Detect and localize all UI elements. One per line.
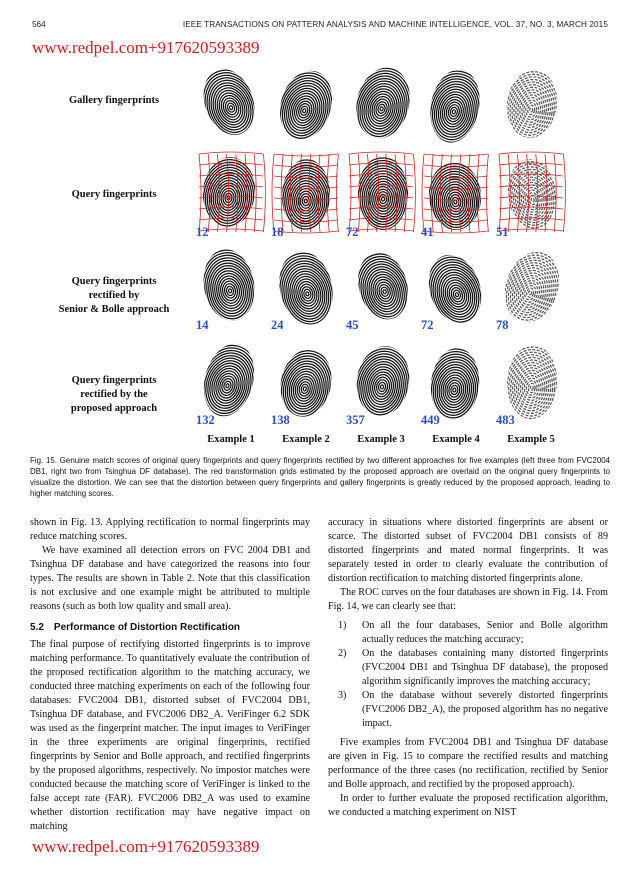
senior-bolle-fingerprint xyxy=(345,243,417,332)
example-label-2: Example 2 xyxy=(282,434,330,445)
row-label-gallery: Gallery fingerprints xyxy=(68,95,160,106)
watermark-top: www.redpel.com+917620593389 xyxy=(32,38,260,57)
score-query-1: 12 xyxy=(196,225,209,239)
senior-bolle-fingerprint xyxy=(495,243,567,332)
page-number: 564 xyxy=(32,20,46,29)
fingerprint-image xyxy=(345,60,417,146)
score-proposed-1: 132 xyxy=(196,413,215,427)
proposed-fingerprint xyxy=(495,338,567,427)
score-proposed-4: 449 xyxy=(421,413,440,427)
fingerprint-image xyxy=(195,338,267,424)
list-item: 3) On the database without severely distorted fingerprints (FVC2006 DB2_A), the proposed algorithm has no negative impact. xyxy=(338,690,608,729)
row-label-senior-bolle: Query fingerprints rectified by Senior & Bolle approach xyxy=(58,276,170,315)
figure-15 xyxy=(30,48,608,453)
fingerprint-image xyxy=(495,338,567,424)
fingerprint-image xyxy=(495,60,567,146)
example-label-3: Example 3 xyxy=(357,434,405,445)
example-label-5: Example 5 xyxy=(507,434,555,445)
gallery-fingerprint xyxy=(270,60,342,146)
gallery-fingerprint xyxy=(345,60,417,146)
proposed-fingerprint xyxy=(195,338,267,427)
score-senior-bolle-5: 78 xyxy=(496,318,509,332)
fingerprint-image xyxy=(270,150,342,236)
fingerprint-image xyxy=(345,150,417,236)
journal-title: IEEE TRANSACTIONS ON PATTERN ANALYSIS AND MACHINE INTELLIGENCE, VOL. 37, NO. 3, MARCH 2015 xyxy=(182,20,608,29)
proposed-fingerprint xyxy=(420,338,492,427)
score-senior-bolle-3: 45 xyxy=(346,318,359,332)
gallery-fingerprint xyxy=(195,60,267,146)
score-proposed-2: 138 xyxy=(271,413,290,427)
watermark-bottom: www.redpel.com+917620593389 xyxy=(32,837,260,856)
section-title: Performance of Distortion Rectification xyxy=(53,622,241,633)
score-query-2: 18 xyxy=(271,225,284,239)
fingerprint-image xyxy=(495,150,567,236)
gallery-fingerprint xyxy=(420,60,492,146)
paragraph: We have examined all detection errors on FVC 2004 DB1 and Tsinghua DF database and have categorized the reasons into four types. The results are shown in Table 2. Note that this classification is not exclusive and one example might be attributed to multiple reasons (such as both low quality and small area). xyxy=(30,545,310,612)
score-query-5: 51 xyxy=(496,225,509,239)
section-heading xyxy=(30,621,310,635)
row-label-query: Query fingerprints xyxy=(71,189,157,200)
query-fingerprint xyxy=(495,150,567,239)
paragraph: Five examples from FVC2004 DB1 and Tsinghua DF database are given in Fig. 15 to compare the rectified results and matching performance of the three cases (no rectification, rectified by Senior and Bolle approach, and rectified by the proposed approach). xyxy=(328,737,608,790)
fingerprint-image xyxy=(420,60,492,146)
figure-caption: Fig. 15. Genuine match scores of original query fingerprints and query fingerprints rectified by two different approaches for five examples (left three from FVC2004 DB1, right two from Tsinghua DF database). The red transformation grids estimated by the proposed approach are overlaid on the original query fingerprints to visualize the distortion. We can see that the distortion between query fingerprints and gallery fingerprints is greatly reduced by the proposed approach, leading to higher matching scores. xyxy=(30,456,610,498)
score-senior-bolle-4: 72 xyxy=(421,318,434,332)
fingerprint-image xyxy=(270,338,342,424)
query-fingerprint xyxy=(420,150,492,239)
paragraph: accuracy in situations where distorted fingerprints are absent or scarce. The distorted subset of FVC2004 DB1 consists of 89 distorted fingerprints and mated normal fingerprints. It was separately tested in order to clearly evaluate the contribution of distortion rectification to matching distorted fingerprints alone. xyxy=(328,517,608,584)
fingerprint-image xyxy=(270,60,342,146)
fingerprint-image xyxy=(195,243,267,329)
fingerprint-image xyxy=(495,243,567,329)
paragraph: The final purpose of rectifying distorted fingerprints is to improve matching performance. To quantitatively evaluate the contribution of the proposed rectification algorithm to the matching accuracy, we conducted three matching experiments on each of the following four databases: FVC2004 DB1, distorted subset of FVC2004 DB1, Tsinghua DF database, and FVC2006 DB2_A. VeriFinger 6.2 SDK was used as the fingerprint matcher. The input images to VeriFinger in the three experiments are original fingerprints, rectified fingerprints by Senior and Bolle approach, and rectified fingerprints by the proposed algorithms, respectively. No impostor matches were conducted because the matching score of VeriFinger is linked to the false accept rate (FAR). FVC2006 DB2_A was used to examine whether distortion rectification may have negative impact on matching xyxy=(30,639,310,832)
query-fingerprint xyxy=(345,150,417,239)
fingerprint-image xyxy=(420,150,492,236)
example-label-1: Example 1 xyxy=(207,434,255,445)
paragraph: The ROC curves on the four databases are shown in Fig. 14. From Fig. 14, we can clearly see that: xyxy=(328,587,608,612)
fingerprint-image xyxy=(270,243,342,329)
senior-bolle-fingerprint xyxy=(270,243,342,332)
query-fingerprint xyxy=(270,150,342,239)
list-item: 1) On all the four databases, Senior and Bolle algorithm actually reduces the matching accuracy; xyxy=(338,620,608,645)
fingerprint-image xyxy=(345,243,417,329)
left-column xyxy=(30,516,310,834)
running-header xyxy=(32,20,608,32)
proposed-fingerprint xyxy=(270,338,342,427)
fingerprint-image xyxy=(345,338,417,424)
section-number: 5.2 xyxy=(30,622,44,633)
findings-list xyxy=(328,619,608,731)
score-senior-bolle-1: 14 xyxy=(196,318,209,332)
fingerprint-image xyxy=(420,338,492,424)
score-query-3: 72 xyxy=(346,225,359,239)
fingerprint-image xyxy=(420,243,492,329)
row-label-proposed: Query fingerprints rectified by the proposed approach xyxy=(70,375,158,414)
list-item: 2) On the databases containing many distorted fingerprints (FVC2004 DB1 and Tsinghua DF database), the proposed algorithm significantly improves the matching accuracy; xyxy=(338,648,608,687)
right-column xyxy=(328,516,608,820)
gallery-fingerprint xyxy=(495,60,567,146)
fingerprint-image xyxy=(195,150,267,236)
fingerprint-image xyxy=(195,60,267,146)
score-proposed-5: 483 xyxy=(496,413,515,427)
senior-bolle-fingerprint xyxy=(420,243,492,332)
query-fingerprint xyxy=(195,150,267,239)
paragraph: In order to further evaluate the proposed rectification algorithm, we conducted a matching experiment on NIST xyxy=(328,793,608,818)
example-label-4: Example 4 xyxy=(432,434,480,445)
senior-bolle-fingerprint xyxy=(195,243,267,332)
score-senior-bolle-2: 24 xyxy=(271,318,284,332)
score-query-4: 41 xyxy=(421,225,434,239)
paragraph: shown in Fig. 13. Applying rectification to normal fingerprints may reduce matching scores. xyxy=(30,517,310,542)
score-proposed-3: 357 xyxy=(346,413,365,427)
proposed-fingerprint xyxy=(345,338,417,427)
